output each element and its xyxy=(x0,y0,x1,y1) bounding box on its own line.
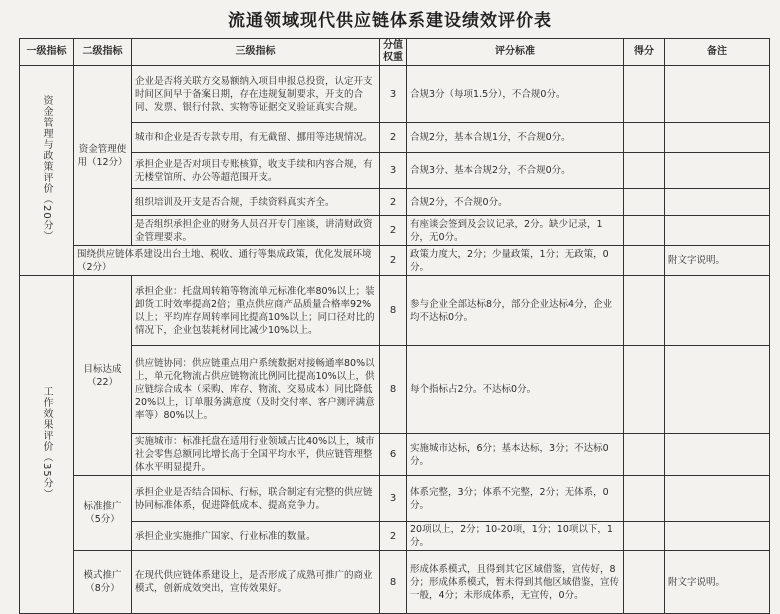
indicator-cell: 供应链协同：供应链重点用户系统数据对接畅通率80%以上，单元化物流占供应链物流比例同比提高10%以上，供应链综合成本（采购、库存、物流、交易成本）同比降低20%以上，订单服务满意度（及时交付率、客户测评满意率等）80%以上。 xyxy=(132,346,380,434)
table-row xyxy=(20,551,770,614)
table-row xyxy=(20,476,770,522)
dim2-label: 资金管理使用（12分） xyxy=(77,143,128,168)
score-cell xyxy=(624,551,665,614)
dim2-label: 目标达成（22） xyxy=(83,363,122,388)
indicator-cell: 承担企业：托盘周转箱等物流单元标准化率80%以上；装卸货工时效率提高2倍；重点供应商产品质量合格率92%以上；平均库存周转率同比提高10%以上；同口径对比的情况下，企业包装耗材同比减少10%以上。 xyxy=(132,276,380,346)
score-cell xyxy=(624,276,665,346)
dim2-label: 模式推广（8分） xyxy=(83,570,122,594)
remark-cell xyxy=(665,276,770,346)
table-header-row xyxy=(20,39,770,66)
table-row xyxy=(20,216,770,246)
dim2-label: 标准推广（5分） xyxy=(83,501,122,525)
indicator-cell: 城市和企业是否专款专用，有无截留、挪用等违规情况。 xyxy=(132,123,380,153)
header-level2: 二级指标 xyxy=(74,39,132,66)
criteria-cell: 每个指标占2分。不达标0分。 xyxy=(407,346,624,434)
dim2-cell xyxy=(74,551,132,614)
table-row xyxy=(20,66,770,123)
table-row xyxy=(20,189,770,216)
remark-cell xyxy=(665,434,770,476)
criteria-cell: 合规3分、基本合规2分，不合规0分。 xyxy=(407,153,624,189)
table-row xyxy=(20,522,770,551)
indicator-cell: 在现代供应链体系建设上，是否形成了成熟可推广的商业模式，创新成效突出，宣传效果好。 xyxy=(132,551,380,614)
weight-cell: 2 xyxy=(380,189,407,216)
weight-cell: 8 xyxy=(380,551,407,614)
indicator-cell: 企业是否将关联方交易额纳入项目申报总投资，认定开支时间区间早于备案日期，存在违规复制要求，开支的合同、发票、银行付款、实物等证据交叉验证真实合规。 xyxy=(132,66,380,123)
criteria-cell: 20项以上，2分；10-20项，1分；10项以下，1分。 xyxy=(407,522,624,551)
table-row xyxy=(20,153,770,189)
weight-cell: 2 xyxy=(380,522,407,551)
indicator-cell: 承担企业是否对项目专账核算，收支手续和内容合规，有无楼堂馆所、办公等超范围开支。 xyxy=(132,153,380,189)
header-level3: 三级指标 xyxy=(132,39,380,66)
table-row xyxy=(20,123,770,153)
weight-cell: 8 xyxy=(380,276,407,346)
dim1-cell xyxy=(20,66,74,276)
dim1-label: 资金管理与政策评价（20分） xyxy=(41,95,52,242)
criteria-cell: 形成体系模式，且得到其它区域借鉴，宣传好，8分；形成体系模式，暂未得到其他区域借鉴，宣传一般，4分；未形成体系，无宣传，0分。 xyxy=(407,551,624,614)
weight-cell: 3 xyxy=(380,476,407,522)
table-row xyxy=(20,434,770,476)
header-level1: 一级指标 xyxy=(20,39,74,66)
header-weight: 分值权重 xyxy=(380,39,407,66)
indicator-cell: 组织培训及开支是否合规，手续资料真实齐全。 xyxy=(132,189,380,216)
indicator-cell: 是否组织承担企业的财务人员召开专门座谈，讲清财政资金管理要求。 xyxy=(132,216,380,246)
remark-cell xyxy=(665,66,770,123)
indicator-cell: 实施城市：标准托盘在适用行业领域占比40%以上，城市社会零售总额同比增长高于全国平均水平，供应链管理整体水平明显提升。 xyxy=(132,434,380,476)
score-cell xyxy=(624,189,665,216)
criteria-cell: 合规3分（每项1.5分），不合规0分。 xyxy=(407,66,624,123)
remark-cell xyxy=(665,522,770,551)
weight-cell: 2 xyxy=(380,216,407,246)
table-row xyxy=(20,346,770,434)
criteria-cell: 实施城市达标，6分；基本达标，3分；不达标0分。 xyxy=(407,434,624,476)
score-cell xyxy=(624,153,665,189)
header-criteria: 评分标准 xyxy=(407,39,624,66)
weight-cell: 6 xyxy=(380,434,407,476)
weight-cell: 3 xyxy=(380,66,407,123)
remark-cell xyxy=(665,153,770,189)
remark-cell xyxy=(665,123,770,153)
page-title: 流通领域现代供应链体系建设绩效评价表 xyxy=(228,11,552,31)
dim1-label: 工作效果评价（35分） xyxy=(41,385,52,500)
evaluation-table xyxy=(19,38,770,614)
remark-cell xyxy=(665,346,770,434)
remark-cell xyxy=(665,216,770,246)
score-cell xyxy=(624,246,665,276)
remark-cell xyxy=(665,189,770,216)
score-cell xyxy=(624,216,665,246)
dim2-cell xyxy=(74,276,132,476)
indicator-cell: 围绕供应链体系建设出台土地、税收、通行等集成政策，优化发展环境（2分） xyxy=(74,246,380,276)
weight-cell: 2 xyxy=(380,123,407,153)
indicator-cell: 承担企业实施推广国家、行业标准的数量。 xyxy=(132,522,380,551)
score-cell xyxy=(624,346,665,434)
criteria-cell: 政策力度大，2分；少量政策，1分；无政策，0分。 xyxy=(407,246,624,276)
score-cell xyxy=(624,476,665,522)
score-cell xyxy=(624,66,665,123)
table-row xyxy=(20,276,770,346)
table-row xyxy=(20,246,770,276)
criteria-cell: 合规2分，基本合规1分，不合规0分。 xyxy=(407,123,624,153)
weight-cell: 8 xyxy=(380,346,407,434)
dim1-cell xyxy=(20,276,74,614)
criteria-cell: 合规2分，不合规0分。 xyxy=(407,189,624,216)
weight-cell: 3 xyxy=(380,153,407,189)
header-remark: 备注 xyxy=(665,39,770,66)
criteria-cell: 有座谈会签到及会议记录，2分。缺少记录，1分，无0分。 xyxy=(407,216,624,246)
score-cell xyxy=(624,123,665,153)
remark-cell xyxy=(665,476,770,522)
weight-cell: 2 xyxy=(380,246,407,276)
dim2-cell xyxy=(74,66,132,246)
criteria-cell: 体系完整，3分；体系不完整，2分；无体系，0分。 xyxy=(407,476,624,522)
header-score: 得分 xyxy=(624,39,665,66)
indicator-cell: 承担企业是否结合国标、行标，联合制定有完整的供应链协同标准体系，促进降低成本、提高竞争力。 xyxy=(132,476,380,522)
dim2-cell xyxy=(74,476,132,551)
remark-cell: 附文字说明。 xyxy=(665,551,770,614)
criteria-cell: 参与企业全部达标8分，部分企业达标4分，企业均不达标0分。 xyxy=(407,276,624,346)
remark-cell: 附文字说明。 xyxy=(665,246,770,276)
score-cell xyxy=(624,434,665,476)
score-cell xyxy=(624,522,665,551)
